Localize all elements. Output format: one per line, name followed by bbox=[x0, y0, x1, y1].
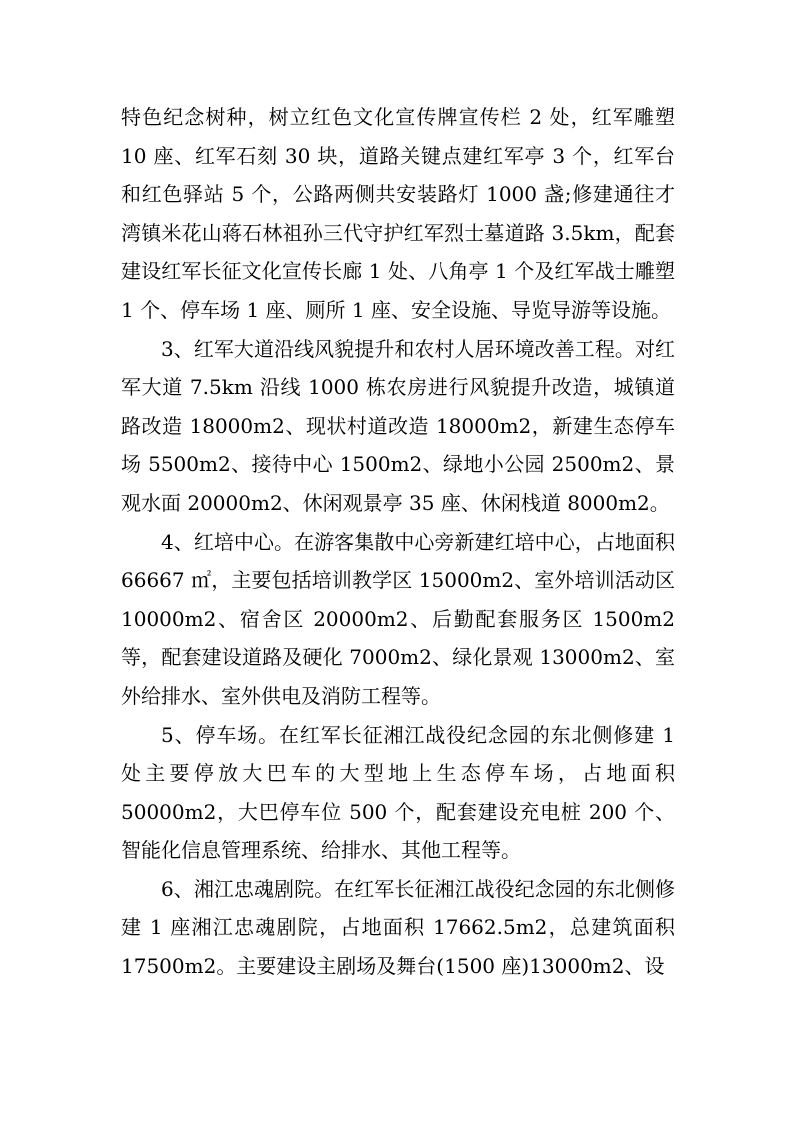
paragraph-item-3: 3、红军大道沿线风貌提升和农村人居环境改善工程。对红军大道 7.5km 沿线 1000 栋农房进行风貌提升改造，城镇道路改造 18000m2、现状村道改造 18000m2，新建生态停车场 5500m2、接待中心 1500m2、绿地小公园 2500m2、景观水面 20000m2、休闲观景亭 35 座、休闲栈道 8000m2。 bbox=[121, 336, 675, 515]
paragraph-item-5: 5、停车场。在红军长征湘江战役纪念园的东北侧修建 1 处主要停放大巴车的大型地上生态停车场，占地面积 50000m2，大巴停车位 500 个，配套建设充电桩 200 个、智能化信息管理系统、给排水、其他工程等。 bbox=[121, 722, 675, 863]
document-body bbox=[121, 98, 675, 986]
paragraph-continuation: 特色纪念树种，树立红色文化宣传牌宣传栏 2 处，红军雕塑 10 座、红军石刻 30 块，道路关键点建红军亭 3 个，红军台和红色驿站 5 个，公路两侧共安装路灯 1000 盏;修建通往才湾镇米花山蒋石林祖孙三代守护红军烈士墓道路 3.5km，配套建设红军长征文化宣传长廊 1 处、八角亭 1 个及红军战士雕塑 1 个、停车场 1 座、厕所 1 座、安全设施、导览导游等设施。 bbox=[121, 105, 675, 322]
paragraph-item-4: 4、红培中心。在游客集散中心旁新建红培中心，占地面积 66667 ㎡，主要包括培训教学区 15000m2、室外培训活动区 10000m2、宿舍区 20000m2、后勤配套服务区 1500m2等，配套建设道路及硬化 7000m2、绿化景观 13000m2、室外给排水、室外供电及消防工程等。 bbox=[121, 529, 675, 708]
paragraph-item-6: 6、湘江忠魂剧院。在红军长征湘江战役纪念园的东北侧修建 1 座湘江忠魂剧院，占地面积 17662.5m2，总建筑面积 17500m2。主要建设主剧场及舞台(1500 座)13000m2、设 bbox=[121, 876, 675, 979]
